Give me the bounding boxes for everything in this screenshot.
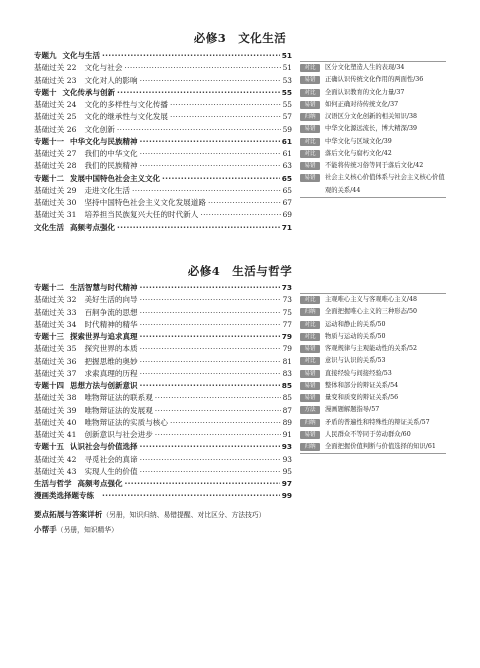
toc-title: 坚持中国特色社会主义文化发展道路 <box>84 198 206 207</box>
toc-leader-dots <box>102 50 280 62</box>
toc-title: 求索真理的历程 <box>84 368 138 378</box>
toc-page-number: 89 <box>282 417 292 427</box>
side-note-text: 漫画题解题指导/57 <box>325 406 380 414</box>
toc-label: 基础过关 42 <box>34 454 77 464</box>
side-note-text: 运动和静止的关系/50 <box>325 320 386 328</box>
side-note-item <box>300 417 446 429</box>
toc-leader-dots <box>140 331 280 343</box>
toc-label: 专题十二 <box>34 173 64 183</box>
toc-leader-dots <box>170 111 281 123</box>
side-note-tag: 对比 <box>300 296 320 304</box>
toc-label: 专题十一 <box>34 136 64 146</box>
toc-chapter-row[interactable] <box>34 136 292 148</box>
toc-label: 基础过关 24 <box>34 100 77 109</box>
toc-title: 文化创新 <box>84 124 115 134</box>
side-note-tag: 易错 <box>300 382 320 390</box>
toc-page-number: 53 <box>282 75 292 85</box>
toc-leader-dots <box>140 136 280 148</box>
side-note-tag: 方法 <box>300 406 320 414</box>
toc-entry-row[interactable] <box>34 197 292 209</box>
side-note-text: 意识与认识的关系/53 <box>325 357 386 365</box>
toc-page-number: 69 <box>282 210 292 220</box>
toc-leader-dots <box>140 75 281 87</box>
toc-label: 基础过关 40 <box>34 417 77 427</box>
toc-label: 专题十 <box>34 87 57 97</box>
side-note-item <box>300 392 446 404</box>
toc-leader-dots <box>124 62 280 74</box>
side-note-tag: 对比 <box>300 150 320 158</box>
toc-entry-row[interactable] <box>34 454 292 466</box>
toc-title: 把握思维的奥妙 <box>84 356 138 366</box>
toc-title: 文化传承与创新 <box>62 87 115 97</box>
toc-leader-dots <box>200 209 280 221</box>
side-note-item <box>300 99 446 111</box>
toc-entry-row[interactable] <box>34 148 292 160</box>
toc-page-number: 91 <box>282 430 292 439</box>
toc-page-number: 77 <box>282 319 292 329</box>
side-note-text: 客观规律与主观能动性的关系/52 <box>325 345 417 352</box>
toc-entry-row[interactable] <box>34 294 292 306</box>
side-note-tag: 对比 <box>300 89 320 97</box>
toc-page-number: 83 <box>282 368 292 378</box>
toc-page-number: 97 <box>281 479 292 488</box>
toc-chapter-row[interactable] <box>34 87 292 99</box>
toc-entry-row[interactable] <box>34 392 292 404</box>
toc-label: 专题十三 <box>34 332 64 341</box>
side-note-tag: 归纳 <box>300 113 320 121</box>
side-note-item <box>300 429 446 441</box>
toc-label: 基础过关 28 <box>34 161 77 171</box>
side-note-tag: 易错 <box>300 394 320 402</box>
toc-page-number: 95 <box>282 466 292 476</box>
side-note-tag: 对比 <box>300 138 320 146</box>
toc-label: 基础过关 30 <box>34 198 77 207</box>
toc-page-number: 87 <box>282 405 292 415</box>
toc-label: 基础过关 25 <box>34 112 77 122</box>
toc-page-number: 55 <box>282 100 292 109</box>
toc-leader-dots <box>155 392 281 404</box>
toc-page-number: 85 <box>282 393 292 403</box>
side-note-text: 社会主义核心价值体系与社会主义核心价值观的关系/44 <box>325 174 445 194</box>
toc-page-number: 59 <box>282 124 292 134</box>
toc-page-number: 51 <box>282 63 292 73</box>
toc-entry-row[interactable] <box>34 99 292 111</box>
toc-title: 文化的多样性与文化传播 <box>84 100 168 109</box>
side-note-tag: 易错 <box>300 174 320 182</box>
toc-label: 基础过关 43 <box>34 466 77 476</box>
side-note-text: 正确认识传统文化作用的两面性/36 <box>325 76 424 84</box>
toc-label: 基础过关 22 <box>34 63 77 73</box>
toc-chapter-row[interactable] <box>34 331 292 343</box>
toc-leader-dots <box>132 185 281 197</box>
side-note-text: 区分文化塑造人生的表现/34 <box>325 64 405 71</box>
toc-title: 文化的继承性与文化发展 <box>84 112 168 122</box>
side-note-text: 主观唯心主义与客观唯心主义/48 <box>325 296 417 303</box>
toc-chapter-row[interactable] <box>34 282 292 294</box>
toc-chapter-row[interactable] <box>34 380 292 392</box>
toc-page-number: 79 <box>281 332 292 341</box>
toc-page-number: 85 <box>281 381 292 390</box>
toc-page-number: 63 <box>282 161 292 171</box>
toc-title: 高频考点强化 <box>70 222 115 232</box>
side-note-item <box>300 306 446 318</box>
side-note-text: 全面把握价值判断与价值选择的知识/61 <box>325 443 436 450</box>
toc-leader-dots <box>140 160 281 172</box>
toc-label: 漫画类选择题专练 <box>34 491 94 501</box>
footer-line-1 <box>34 509 265 520</box>
toc-entry-row[interactable] <box>34 319 292 331</box>
side-note-tag: 易错 <box>300 431 320 439</box>
toc-title: 我们的民族精神 <box>84 161 138 171</box>
toc-entry-row[interactable] <box>34 209 292 221</box>
toc-leader-dots <box>140 307 281 319</box>
side-note-text: 不能将传统习俗等同于落后文化/42 <box>325 162 424 169</box>
toc-page-number: 99 <box>281 491 292 501</box>
footer-helper-label: 小帮手 <box>34 525 57 534</box>
toc-title: 文化与生活 <box>62 51 100 60</box>
side-note-tag: 对比 <box>300 357 320 365</box>
toc-leader-dots <box>140 319 281 331</box>
toc-chapter-row[interactable] <box>34 441 292 453</box>
toc-label: 基础过关 33 <box>34 307 77 317</box>
toc-entry-row[interactable] <box>34 160 292 172</box>
side-note-tag: 易错 <box>300 125 320 133</box>
toc-page-number: 65 <box>281 173 292 183</box>
toc-title: 唯物辩证法的实质与核心 <box>84 417 168 427</box>
side-note-item <box>300 380 446 392</box>
toc-title: 思想方法与创新意识 <box>70 381 138 390</box>
side-note-item <box>300 148 446 160</box>
toc-entry-row[interactable] <box>34 466 292 478</box>
side-note-tag: 归纳 <box>300 443 320 451</box>
toc-leader-dots <box>140 466 281 478</box>
toc-label: 基础过关 36 <box>34 356 77 366</box>
toc-leader-dots <box>125 478 280 490</box>
side-note-tag: 易错 <box>300 162 320 170</box>
side-note-text: 如何正确对待传统文化/37 <box>325 100 399 108</box>
toc-chapter-row[interactable] <box>34 490 292 502</box>
toc-leader-dots <box>117 124 281 136</box>
toc-page-number: 51 <box>281 51 292 60</box>
footer-answers-note: （另册，知识归纳、易错提醒、对比区分、方法技巧） <box>102 511 266 519</box>
toc-page-number: 73 <box>281 283 292 292</box>
module4-side-notes <box>300 293 446 454</box>
toc-page-number: 55 <box>281 87 292 97</box>
side-note-text: 落后文化与腐朽文化/42 <box>325 149 392 157</box>
toc-chapter-row[interactable] <box>34 222 292 234</box>
toc-label: 基础过关 37 <box>34 368 77 378</box>
toc-leader-dots <box>162 173 280 185</box>
side-note-item <box>300 172 446 197</box>
toc-leader-dots <box>140 294 281 306</box>
toc-title: 我们的中华文化 <box>84 149 138 158</box>
footer-helper-note: （另册，知识精华） <box>56 526 118 534</box>
side-note-item <box>300 74 446 86</box>
footer-line-2 <box>34 524 118 535</box>
toc-page-number: 71 <box>281 222 292 232</box>
toc-title: 寻觅社会的真谛 <box>84 454 138 464</box>
side-note-text: 全面认识教育的文化力量/37 <box>325 88 405 96</box>
toc-title: 美好生活的向导 <box>84 295 138 305</box>
toc-entry-row[interactable] <box>34 405 292 417</box>
side-note-text: 物质与运动的关系/50 <box>325 332 386 340</box>
toc-title: 发展中国特色社会主义文化 <box>70 173 160 183</box>
side-note-text: 汉语区分文化创新的相关知识/38 <box>325 113 417 120</box>
side-note-text: 量变和质变的辩证关系/56 <box>325 394 399 401</box>
toc-page-number: 75 <box>282 307 292 317</box>
toc-label: 基础过关 32 <box>34 295 77 305</box>
toc-page-number: 73 <box>282 295 292 305</box>
toc-entry-row[interactable] <box>34 62 292 74</box>
toc-page-number: 61 <box>281 136 292 146</box>
toc-title: 培养担当民族复兴大任的时代新人 <box>84 210 199 220</box>
toc-leader-dots <box>140 282 280 294</box>
toc-title: 认识社会与价值选择 <box>70 442 138 452</box>
toc-title: 唯物辩证法的联系观 <box>84 393 153 403</box>
toc-entry-row[interactable] <box>34 75 292 87</box>
module3-toc <box>34 50 292 234</box>
side-note-text: 矛盾的普遍性和特殊性的辩证关系/57 <box>325 418 430 426</box>
toc-leader-dots <box>140 148 281 160</box>
toc-leader-dots <box>140 343 281 355</box>
toc-page-number: 79 <box>282 344 292 354</box>
toc-label: 基础过关 35 <box>34 344 77 354</box>
side-note-tag: 易错 <box>300 345 320 353</box>
toc-page-number: 93 <box>282 454 292 464</box>
toc-leader-dots <box>140 454 281 466</box>
side-note-tag: 易错 <box>300 76 320 84</box>
toc-title: 百舸争流的思想 <box>84 307 138 317</box>
toc-leader-dots <box>140 380 280 392</box>
side-note-item <box>300 136 446 148</box>
toc-entry-row[interactable] <box>34 124 292 136</box>
module3-side-notes <box>300 61 446 198</box>
side-note-item <box>300 404 446 416</box>
toc-label: 专题十五 <box>34 442 64 452</box>
side-note-text: 直接经验与间接经验/53 <box>325 369 392 377</box>
side-note-text: 整体和部分的辩证关系/54 <box>325 381 399 389</box>
toc-entry-row[interactable] <box>34 111 292 123</box>
toc-leader-dots <box>140 356 281 368</box>
toc-leader-dots <box>155 429 281 441</box>
toc-title: 时代精神的精华 <box>84 319 138 329</box>
toc-label: 基础过关 29 <box>34 185 77 195</box>
toc-entry-row[interactable] <box>34 417 292 429</box>
toc-label: 基础过关 23 <box>34 75 77 85</box>
toc-title: 唯物辩证法的发展观 <box>84 405 153 415</box>
toc-title: 创新意识与社会进步 <box>84 430 153 439</box>
toc-chapter-row[interactable] <box>34 173 292 185</box>
toc-page-number: 65 <box>282 185 292 195</box>
toc-label: 基础过关 39 <box>34 405 77 415</box>
toc-label: 基础过关 38 <box>34 393 77 403</box>
side-note-item <box>300 62 446 74</box>
toc-entry-row[interactable] <box>34 429 292 441</box>
toc-title: 文化与社会 <box>84 63 123 73</box>
toc-leader-dots <box>140 368 281 380</box>
toc-page-number: 81 <box>282 356 292 366</box>
side-note-item <box>300 319 446 331</box>
toc-label: 基础过关 27 <box>34 149 77 158</box>
side-note-item <box>300 355 446 367</box>
toc-entry-row[interactable] <box>34 343 292 355</box>
footer-answers-label: 要点拓展与答案详析 <box>34 510 103 519</box>
toc-title: 探究世界的本质 <box>84 344 138 354</box>
side-note-item <box>300 368 446 380</box>
toc-label: 专题十四 <box>34 381 64 390</box>
toc-title: 走进文化生活 <box>84 185 131 195</box>
toc-leader-dots <box>117 222 280 234</box>
side-note-tag: 对比 <box>300 64 320 72</box>
toc-title: 文化对人的影响 <box>84 75 138 85</box>
side-note-item <box>300 111 446 123</box>
toc-title: 实现人生的价值 <box>84 466 138 476</box>
toc-leader-dots <box>170 99 281 111</box>
toc-title: 中华文化与民族精神 <box>70 136 138 146</box>
side-note-text: 中华文化与区域文化/39 <box>325 137 392 145</box>
toc-label: 基础过关 34 <box>34 319 77 329</box>
module4-toc <box>34 282 292 503</box>
side-note-item <box>300 331 446 343</box>
side-note-tag: 易错 <box>300 101 320 109</box>
toc-label: 基础过关 31 <box>34 210 77 220</box>
toc-page-number: 67 <box>282 198 292 207</box>
toc-leader-dots <box>170 417 281 429</box>
side-note-tag: 归纳 <box>300 308 320 316</box>
toc-label: 专题十二 <box>34 283 64 292</box>
toc-page-number: 61 <box>282 149 292 158</box>
toc-page-number: 93 <box>281 442 292 452</box>
side-note-tag: 归纳 <box>300 419 320 427</box>
toc-entry-row[interactable] <box>34 356 292 368</box>
toc-leader-dots <box>155 405 281 417</box>
side-note-item <box>300 87 446 99</box>
side-note-item <box>300 160 446 172</box>
toc-entry-row[interactable] <box>34 307 292 319</box>
toc-chapter-row[interactable] <box>34 478 292 490</box>
side-note-tag: 对比 <box>300 321 320 329</box>
toc-entry-row[interactable] <box>34 368 292 380</box>
module4-title: 必修4 生活与哲学 <box>187 264 293 278</box>
toc-label: 专题九 <box>34 51 57 60</box>
toc-label: 文化生活 <box>34 222 64 232</box>
toc-title: 高频考点强化 <box>77 479 123 488</box>
toc-label: 基础过关 26 <box>34 124 77 134</box>
toc-leader-dots <box>208 197 281 209</box>
toc-entry-row[interactable] <box>34 185 292 197</box>
toc-page-number: 57 <box>282 112 292 122</box>
toc-title: 生活智慧与时代精神 <box>70 283 138 292</box>
side-note-text: 全面把握唯心主义的三种形态/50 <box>325 308 417 316</box>
toc-title: 探索世界与追求真理 <box>70 332 138 341</box>
side-note-tag: 易错 <box>300 370 320 378</box>
side-note-tag: 对比 <box>300 333 320 341</box>
module3-title: 必修3 文化生活 <box>193 31 287 45</box>
toc-label: 基础过关 41 <box>34 430 77 439</box>
side-note-text: 人民群众不等同于劳动群众/60 <box>325 430 411 438</box>
side-note-item <box>300 294 446 306</box>
side-note-item <box>300 343 446 355</box>
side-note-item <box>300 123 446 135</box>
toc-chapter-row[interactable] <box>34 50 292 62</box>
toc-leader-dots <box>140 441 280 453</box>
side-note-text: 中华文化源远流长，博大精深/39 <box>325 125 417 133</box>
toc-label: 生活与哲学 <box>34 479 72 488</box>
toc-leader-dots <box>102 490 280 502</box>
toc-leader-dots <box>117 87 280 99</box>
side-note-item <box>300 441 446 453</box>
